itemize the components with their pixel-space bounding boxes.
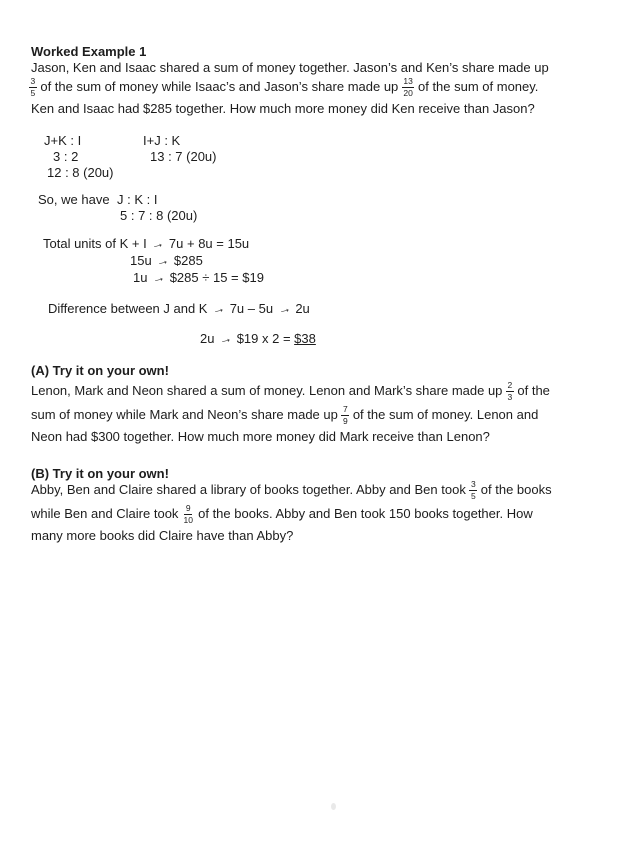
fifteen-units-line: 15u → $285 — [130, 251, 203, 270]
scan-speck — [331, 803, 336, 810]
problem-line-1: Jason, Ken and Isaac shared a sum of money together. Jason’s and Ken’s share made up — [31, 60, 549, 75]
difference-line: Difference between J and K → 7u – 5u → 2u — [48, 299, 310, 318]
try-a-line-3: Neon had $300 together. How much more money did Mark receive than Lenon? — [31, 429, 490, 444]
final-answer-line: 2u → $19 x 2 = $38 — [200, 329, 316, 348]
right-arrow-icon: → — [217, 329, 234, 348]
ratio-jk-row2: 12 : 8 (20u) — [47, 165, 114, 180]
ratio-combined-header: J : K : I — [117, 192, 158, 207]
problem-line-2a: of the sum of money while Isaac’s and Jason’s share made up — [36, 79, 402, 94]
final-answer-value: $38 — [294, 331, 316, 346]
problem-line-2b: of the sum of money. — [414, 79, 539, 94]
fraction-thirteen-twentieths: $\frac{13}{20}$ — [403, 76, 413, 98]
right-arrow-icon: → — [154, 251, 171, 270]
ratio-jk-header: J+K : I — [44, 133, 82, 148]
fraction-seven-ninths: $\frac{7}{9}$ — [342, 404, 348, 426]
one-unit-line: 1u → $285 ÷ 15 = $19 — [133, 268, 264, 287]
ratio-combined-row: 5 : 7 : 8 (20u) — [120, 208, 198, 223]
try-b-heading: (B) Try it on your own! — [31, 466, 169, 481]
fraction-two-thirds: $\frac{2}{3}$ — [507, 380, 513, 402]
fraction-three-fifths: $\frac{3}{5}$ — [470, 479, 476, 501]
problem-line-2 — [29, 76, 538, 98]
try-a-line-1: Lenon, Mark and Neon shared a sum of money. Lenon and Mark’s share made up $\frac{2}{3}$ of the — [31, 380, 550, 402]
so-we-have-label: So, we have — [38, 192, 110, 207]
total-units-line: Total units of K + I → 7u + 8u = 15u — [43, 234, 250, 253]
try-b-line-2: while Ben and Claire took $\frac{9}{10}$ of the books. Abby and Ben took 150 books together. How — [31, 503, 533, 525]
fraction-nine-tenths: $\frac{9}{10}$ — [183, 503, 193, 525]
problem-line-3: Ken and Isaac had $285 together. How much more money did Ken receive than Jason? — [31, 101, 535, 116]
ratio-ij-row1: 13 : 7 (20u) — [150, 149, 217, 164]
ratio-jk-row1: 3 : 2 — [53, 149, 79, 164]
ratio-ij-header: I+J : K — [143, 133, 181, 148]
right-arrow-icon: → — [149, 234, 166, 253]
right-arrow-icon: → — [150, 268, 167, 287]
worked-example-heading: Worked Example 1 — [31, 44, 147, 59]
try-a-line-2: sum of money while Mark and Neon’s share made up $\frac{7}{9}$ of the sum of money. Lenon and — [31, 404, 539, 426]
try-b-line-1: Abby, Ben and Claire shared a library of books together. Abby and Ben took $\frac{3}{5}$ of the books — [31, 479, 552, 501]
right-arrow-icon: → — [210, 299, 227, 318]
try-a-heading: (A) Try it on your own! — [31, 363, 169, 378]
right-arrow-icon: → — [275, 299, 293, 318]
try-b-line-3: many more books did Claire have than Abby? — [31, 528, 294, 543]
fraction-three-fifths: $\frac{3}{5}$ — [30, 76, 36, 98]
